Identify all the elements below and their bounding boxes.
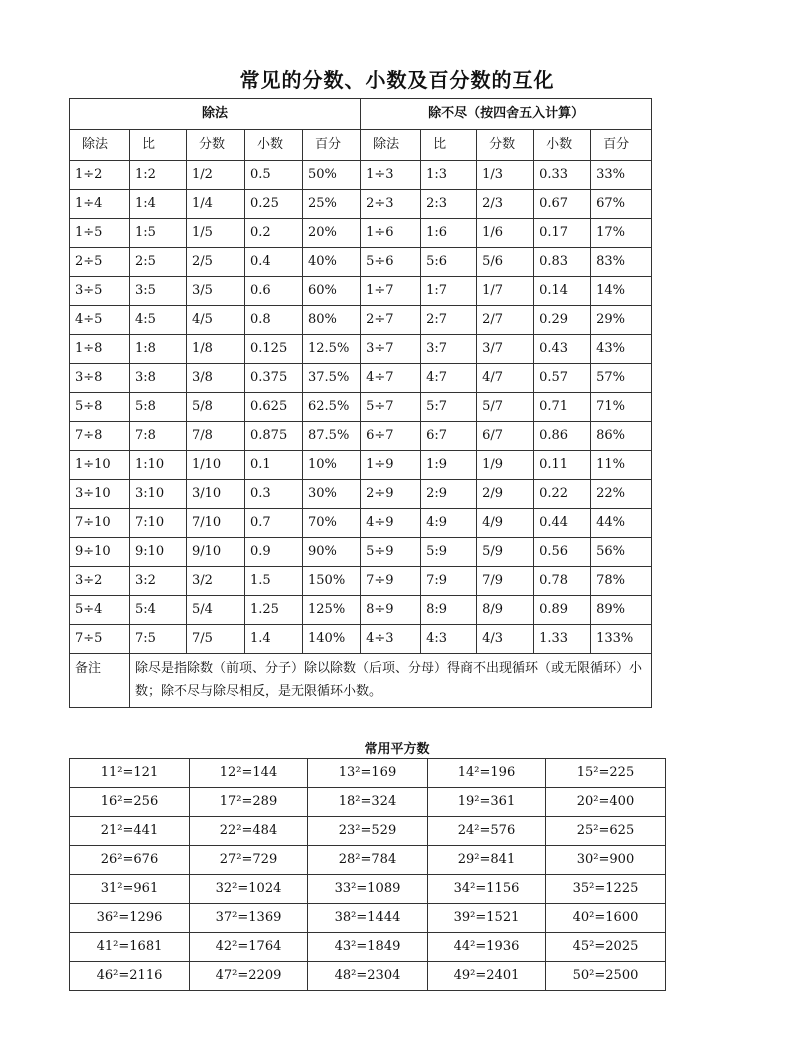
table-cell: 4:3 xyxy=(421,625,477,654)
table-cell: 4:5 xyxy=(130,306,187,335)
table-cell: 2/5 xyxy=(187,248,245,277)
table-cell: 1:6 xyxy=(421,219,477,248)
table-cell: 0.4 xyxy=(245,248,303,277)
table-cell: 5:9 xyxy=(421,538,477,567)
table-cell: 1÷10 xyxy=(70,451,130,480)
table-cell: 2:9 xyxy=(421,480,477,509)
square-cell: 18²=324 xyxy=(308,788,428,817)
table-cell: 5/6 xyxy=(477,248,534,277)
square-cell: 48²=2304 xyxy=(308,962,428,991)
square-cell: 41²=1681 xyxy=(70,933,190,962)
table-cell: 3÷10 xyxy=(70,480,130,509)
table-cell: 1÷9 xyxy=(361,451,421,480)
table-cell: 90% xyxy=(303,538,361,567)
table-cell: 6:7 xyxy=(421,422,477,451)
table-cell: 7/5 xyxy=(187,625,245,654)
table-cell: 1:2 xyxy=(130,161,187,190)
table-cell: 0.56 xyxy=(534,538,591,567)
square-cell: 43²=1849 xyxy=(308,933,428,962)
table-cell: 4/3 xyxy=(477,625,534,654)
square-cell: 49²=2401 xyxy=(428,962,546,991)
table-cell: 1.33 xyxy=(534,625,591,654)
table-cell: 0.44 xyxy=(534,509,591,538)
table-cell: 3÷5 xyxy=(70,277,130,306)
table-row xyxy=(70,335,652,364)
square-cell: 22²=484 xyxy=(190,817,308,846)
table-cell: 1:9 xyxy=(421,451,477,480)
table-cell: 4÷5 xyxy=(70,306,130,335)
table-cell: 1/6 xyxy=(477,219,534,248)
square-cell: 47²=2209 xyxy=(190,962,308,991)
square-cell: 46²=2116 xyxy=(70,962,190,991)
table-cell: 2/9 xyxy=(477,480,534,509)
table-cell: 0.25 xyxy=(245,190,303,219)
square-cell: 13²=169 xyxy=(308,759,428,788)
column-header: 百分 xyxy=(303,130,361,161)
table-cell: 1÷7 xyxy=(361,277,421,306)
table-cell: 83% xyxy=(591,248,652,277)
table-cell: 8:9 xyxy=(421,596,477,625)
table-cell: 1/4 xyxy=(187,190,245,219)
table-cell: 0.7 xyxy=(245,509,303,538)
table-cell: 3÷7 xyxy=(361,335,421,364)
table-cell: 2÷3 xyxy=(361,190,421,219)
table-cell: 8/9 xyxy=(477,596,534,625)
table-row xyxy=(70,161,652,190)
square-cell: 15²=225 xyxy=(546,759,666,788)
table-cell: 25% xyxy=(303,190,361,219)
table-cell: 133% xyxy=(591,625,652,654)
table-cell: 10% xyxy=(303,451,361,480)
table-cell: 0.14 xyxy=(534,277,591,306)
table-cell: 50% xyxy=(303,161,361,190)
table-cell: 5/8 xyxy=(187,393,245,422)
table-cell: 20% xyxy=(303,219,361,248)
table-cell: 0.33 xyxy=(534,161,591,190)
table-cell: 0.11 xyxy=(534,451,591,480)
table-cell: 5:4 xyxy=(130,596,187,625)
column-header: 比 xyxy=(421,130,477,161)
table-cell: 80% xyxy=(303,306,361,335)
table-cell: 5÷9 xyxy=(361,538,421,567)
table-cell: 1.4 xyxy=(245,625,303,654)
table-cell: 5:8 xyxy=(130,393,187,422)
table-row xyxy=(70,422,652,451)
square-cell: 30²=900 xyxy=(546,846,666,875)
table-cell: 3/5 xyxy=(187,277,245,306)
square-cell: 38²=1444 xyxy=(308,904,428,933)
table-cell: 5÷7 xyxy=(361,393,421,422)
table-cell: 150% xyxy=(303,567,361,596)
table-row xyxy=(70,817,666,846)
table-cell: 1:8 xyxy=(130,335,187,364)
squares-table xyxy=(69,758,666,991)
table-cell: 1.25 xyxy=(245,596,303,625)
square-cell: 50²=2500 xyxy=(546,962,666,991)
table-cell: 0.3 xyxy=(245,480,303,509)
table-cell: 6÷7 xyxy=(361,422,421,451)
table-row xyxy=(70,962,666,991)
table-cell: 0.6 xyxy=(245,277,303,306)
square-cell: 25²=625 xyxy=(546,817,666,846)
table-cell: 40% xyxy=(303,248,361,277)
table-cell: 1/2 xyxy=(187,161,245,190)
table-cell: 5:7 xyxy=(421,393,477,422)
table-cell: 0.43 xyxy=(534,335,591,364)
table-cell: 3/10 xyxy=(187,480,245,509)
column-header-row xyxy=(70,130,652,161)
table-cell: 1:5 xyxy=(130,219,187,248)
column-header: 分数 xyxy=(187,130,245,161)
square-cell: 12²=144 xyxy=(190,759,308,788)
table-cell: 1/3 xyxy=(477,161,534,190)
table-cell: 44% xyxy=(591,509,652,538)
table-cell: 0.8 xyxy=(245,306,303,335)
squares-title: 常用平方数 xyxy=(364,742,430,757)
table-cell: 2:5 xyxy=(130,248,187,277)
table-cell: 5÷4 xyxy=(70,596,130,625)
square-cell: 14²=196 xyxy=(428,759,546,788)
table-cell: 125% xyxy=(303,596,361,625)
table-row xyxy=(70,846,666,875)
square-cell: 27²=729 xyxy=(190,846,308,875)
square-cell: 17²=289 xyxy=(190,788,308,817)
table-row xyxy=(70,875,666,904)
page-title: 常见的分数、小数及百分数的互化 xyxy=(239,68,555,92)
table-row xyxy=(70,625,652,654)
table-cell: 5÷8 xyxy=(70,393,130,422)
table-cell: 37.5% xyxy=(303,364,361,393)
table-row xyxy=(70,788,666,817)
table-row xyxy=(70,248,652,277)
table-cell: 1:3 xyxy=(421,161,477,190)
column-header: 小数 xyxy=(534,130,591,161)
table-cell: 1÷2 xyxy=(70,161,130,190)
table-cell: 0.78 xyxy=(534,567,591,596)
table-cell: 0.9 xyxy=(245,538,303,567)
table-cell: 4÷7 xyxy=(361,364,421,393)
table-cell: 1/9 xyxy=(477,451,534,480)
square-cell: 21²=441 xyxy=(70,817,190,846)
table-cell: 2/7 xyxy=(477,306,534,335)
table-cell: 7÷10 xyxy=(70,509,130,538)
table-cell: 0.125 xyxy=(245,335,303,364)
square-cell: 32²=1024 xyxy=(190,875,308,904)
group-header-inexact: 除不尽（按四舍五入计算） xyxy=(361,99,652,130)
table-cell: 4:9 xyxy=(421,509,477,538)
table-cell: 3:8 xyxy=(130,364,187,393)
note-text: 除尽是指除数（前项、分子）除以除数（后项、分母）得商不出现循环（或无限循环）小数；除不尽与除尽相反，是无限循环小数。 xyxy=(130,654,652,708)
table-cell: 12.5% xyxy=(303,335,361,364)
table-cell: 1÷5 xyxy=(70,219,130,248)
square-cell: 42²=1764 xyxy=(190,933,308,962)
square-cell: 28²=784 xyxy=(308,846,428,875)
table-cell: 2÷9 xyxy=(361,480,421,509)
table-cell: 86% xyxy=(591,422,652,451)
table-cell: 1:4 xyxy=(130,190,187,219)
table-cell: 0.83 xyxy=(534,248,591,277)
table-cell: 43% xyxy=(591,335,652,364)
table-row xyxy=(70,567,652,596)
column-header: 小数 xyxy=(245,130,303,161)
column-header: 分数 xyxy=(477,130,534,161)
table-cell: 3:2 xyxy=(130,567,187,596)
table-cell: 30% xyxy=(303,480,361,509)
note-row xyxy=(70,654,652,708)
table-row xyxy=(70,538,652,567)
table-cell: 7/9 xyxy=(477,567,534,596)
table-cell: 4/7 xyxy=(477,364,534,393)
table-cell: 78% xyxy=(591,567,652,596)
table-cell: 0.375 xyxy=(245,364,303,393)
square-cell: 26²=676 xyxy=(70,846,190,875)
table-cell: 8÷9 xyxy=(361,596,421,625)
table-cell: 1/7 xyxy=(477,277,534,306)
square-cell: 31²=961 xyxy=(70,875,190,904)
table-cell: 0.22 xyxy=(534,480,591,509)
column-header: 除法 xyxy=(361,130,421,161)
table-cell: 5÷6 xyxy=(361,248,421,277)
table-cell: 3:7 xyxy=(421,335,477,364)
fraction-conversion-table xyxy=(69,98,652,708)
table-cell: 17% xyxy=(591,219,652,248)
table-cell: 4:7 xyxy=(421,364,477,393)
table-cell: 0.57 xyxy=(534,364,591,393)
table-cell: 1:10 xyxy=(130,451,187,480)
table-cell: 3/8 xyxy=(187,364,245,393)
table-cell: 5:6 xyxy=(421,248,477,277)
table-row xyxy=(70,904,666,933)
table-cell: 11% xyxy=(591,451,652,480)
table-row xyxy=(70,306,652,335)
table-cell: 1.5 xyxy=(245,567,303,596)
table-cell: 0.875 xyxy=(245,422,303,451)
table-cell: 3÷2 xyxy=(70,567,130,596)
table-row xyxy=(70,451,652,480)
square-cell: 11²=121 xyxy=(70,759,190,788)
table-cell: 3/7 xyxy=(477,335,534,364)
square-cell: 40²=1600 xyxy=(546,904,666,933)
table-row xyxy=(70,364,652,393)
table-cell: 71% xyxy=(591,393,652,422)
table-cell: 22% xyxy=(591,480,652,509)
table-cell: 2÷7 xyxy=(361,306,421,335)
square-cell: 45²=2025 xyxy=(546,933,666,962)
table-cell: 87.5% xyxy=(303,422,361,451)
column-header: 比 xyxy=(130,130,187,161)
square-cell: 29²=841 xyxy=(428,846,546,875)
table-cell: 2:7 xyxy=(421,306,477,335)
table-cell: 1:7 xyxy=(421,277,477,306)
table-row xyxy=(70,277,652,306)
table-cell: 7/10 xyxy=(187,509,245,538)
table-row xyxy=(70,480,652,509)
table-cell: 0.89 xyxy=(534,596,591,625)
table-cell: 60% xyxy=(303,277,361,306)
table-cell: 56% xyxy=(591,538,652,567)
table-cell: 7:10 xyxy=(130,509,187,538)
table-cell: 1÷8 xyxy=(70,335,130,364)
table-cell: 2/3 xyxy=(477,190,534,219)
table-cell: 9:10 xyxy=(130,538,187,567)
square-cell: 33²=1089 xyxy=(308,875,428,904)
table-cell: 6/7 xyxy=(477,422,534,451)
table-cell: 0.17 xyxy=(534,219,591,248)
table-cell: 4/9 xyxy=(477,509,534,538)
column-header: 百分 xyxy=(591,130,652,161)
table-cell: 0.625 xyxy=(245,393,303,422)
table-row xyxy=(70,509,652,538)
table-cell: 140% xyxy=(303,625,361,654)
table-cell: 7÷9 xyxy=(361,567,421,596)
table-cell: 7:5 xyxy=(130,625,187,654)
square-cell: 16²=256 xyxy=(70,788,190,817)
table-cell: 7/8 xyxy=(187,422,245,451)
table-cell: 62.5% xyxy=(303,393,361,422)
table-cell: 2÷5 xyxy=(70,248,130,277)
square-cell: 24²=576 xyxy=(428,817,546,846)
table-cell: 3:10 xyxy=(130,480,187,509)
table-cell: 7÷8 xyxy=(70,422,130,451)
table-cell: 89% xyxy=(591,596,652,625)
table-cell: 57% xyxy=(591,364,652,393)
column-header: 除法 xyxy=(70,130,130,161)
square-cell: 44²=1936 xyxy=(428,933,546,962)
table-cell: 4÷3 xyxy=(361,625,421,654)
table-cell: 14% xyxy=(591,277,652,306)
square-cell: 19²=361 xyxy=(428,788,546,817)
table-cell: 0.71 xyxy=(534,393,591,422)
table-cell: 0.1 xyxy=(245,451,303,480)
table-row xyxy=(70,933,666,962)
group-header-row xyxy=(70,99,652,130)
table-cell: 7:9 xyxy=(421,567,477,596)
table-cell: 7÷5 xyxy=(70,625,130,654)
square-cell: 37²=1369 xyxy=(190,904,308,933)
table-cell: 7:8 xyxy=(130,422,187,451)
table-row xyxy=(70,759,666,788)
table-cell: 4/5 xyxy=(187,306,245,335)
table-cell: 67% xyxy=(591,190,652,219)
table-cell: 1÷6 xyxy=(361,219,421,248)
table-cell: 70% xyxy=(303,509,361,538)
table-cell: 1÷4 xyxy=(70,190,130,219)
table-row xyxy=(70,219,652,248)
table-cell: 3:5 xyxy=(130,277,187,306)
table-row xyxy=(70,596,652,625)
table-cell: 5/9 xyxy=(477,538,534,567)
square-cell: 34²=1156 xyxy=(428,875,546,904)
table-cell: 1/10 xyxy=(187,451,245,480)
table-row xyxy=(70,393,652,422)
table-cell: 2:3 xyxy=(421,190,477,219)
table-cell: 5/4 xyxy=(187,596,245,625)
table-cell: 3/2 xyxy=(187,567,245,596)
square-cell: 20²=400 xyxy=(546,788,666,817)
table-cell: 4÷9 xyxy=(361,509,421,538)
table-cell: 0.67 xyxy=(534,190,591,219)
table-cell: 1/8 xyxy=(187,335,245,364)
table-cell: 0.2 xyxy=(245,219,303,248)
square-cell: 35²=1225 xyxy=(546,875,666,904)
table-cell: 0.5 xyxy=(245,161,303,190)
table-cell: 33% xyxy=(591,161,652,190)
table-cell: 9÷10 xyxy=(70,538,130,567)
group-header-exact: 除法 xyxy=(70,99,361,130)
table-cell: 0.29 xyxy=(534,306,591,335)
table-cell: 3÷8 xyxy=(70,364,130,393)
table-cell: 0.86 xyxy=(534,422,591,451)
table-cell: 1÷3 xyxy=(361,161,421,190)
table-cell: 5/7 xyxy=(477,393,534,422)
table-cell: 29% xyxy=(591,306,652,335)
table-cell: 1/5 xyxy=(187,219,245,248)
table-cell: 9/10 xyxy=(187,538,245,567)
square-cell: 36²=1296 xyxy=(70,904,190,933)
note-label: 备注 xyxy=(70,654,130,708)
square-cell: 23²=529 xyxy=(308,817,428,846)
square-cell: 39²=1521 xyxy=(428,904,546,933)
table-row xyxy=(70,190,652,219)
